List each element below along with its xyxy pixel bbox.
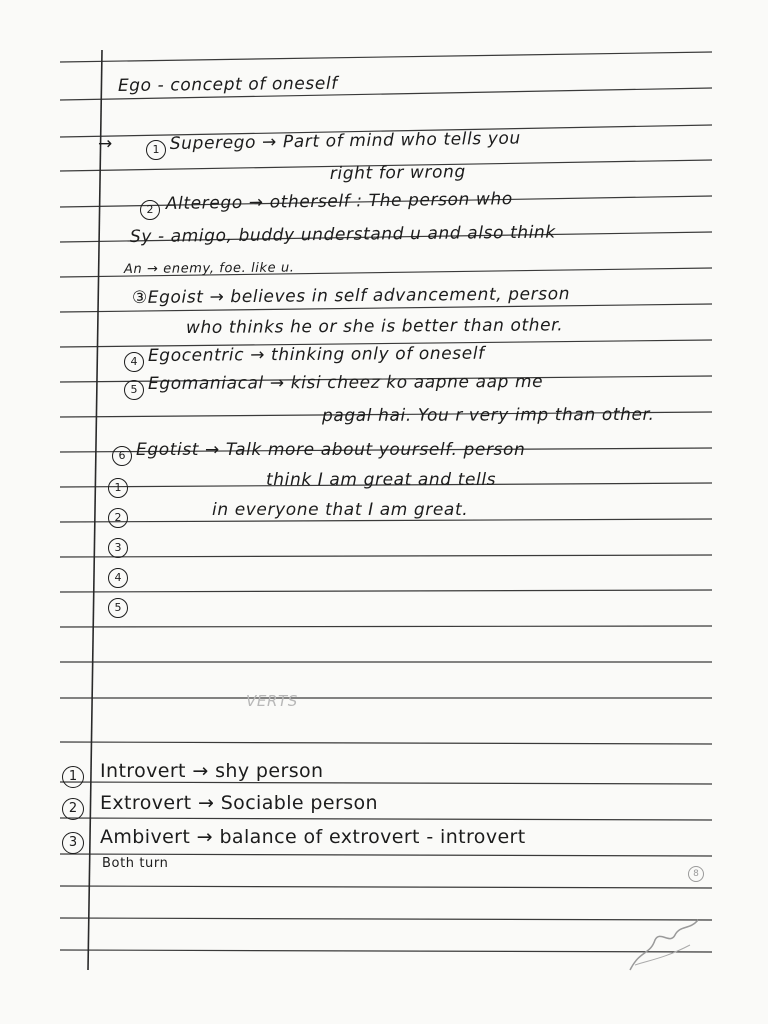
extrovert-line: Extrovert → Sociable person [100,792,378,814]
number-badge: 5 [124,380,144,400]
signature-scribble [620,910,710,980]
alterego-line-2: Sy - amigo, buddy understand u and also think [129,222,556,247]
number-badge: 2 [140,200,160,220]
ambivert-line: Ambivert → balance of extrovert - introvert [100,826,526,848]
corner-number: 8 [688,866,704,882]
faded-heading: VERTS [246,692,298,710]
number-badge: 1 [62,766,84,788]
number-badge: 4 [124,352,144,372]
margin-number: 3 [108,538,128,558]
margin-number: 2 [108,508,128,528]
arrow-marker: → [98,134,113,154]
introvert-line: Introvert → shy person [100,760,324,782]
egoist-line-2: who thinks he or she is better than other. [185,315,564,338]
egotist-line-1: Egotist → Talk more about yourself. person [136,440,526,460]
both-turn-note: Both turn [102,856,169,871]
margin-number: 5 [108,598,128,618]
egoist-line-1: ③Egoist → believes in self advancement, person [131,284,571,308]
egotist-line-3: in everyone that I am great. [212,500,469,520]
margin-number: 4 [108,568,128,588]
number-badge: 3 [62,832,84,854]
number-badge: 6 [112,446,132,466]
egomaniacal-line-1: Egomaniacal → kisi cheez ko aapne aap me [147,371,544,394]
superego-line-2: right for wrong [329,162,466,184]
egomaniacal-line-2: pagal hai. You r very imp than other. [321,404,655,426]
number-badge: 1 [146,140,166,160]
egotist-line-2: think I am great and tells [266,470,497,490]
number-badge: 2 [62,798,84,820]
alterego-line-1: Alterego → otherself : The person who [165,189,513,214]
alterego-line-3: An → enemy, foe. like u. [123,260,295,277]
egocentric-line: Egocentric → thinking only of oneself [147,343,485,366]
page-title: Ego - concept of oneself [117,73,338,96]
margin-number: 1 [108,478,128,498]
superego-line-1: Superego → Part of mind who tells you [169,128,521,154]
